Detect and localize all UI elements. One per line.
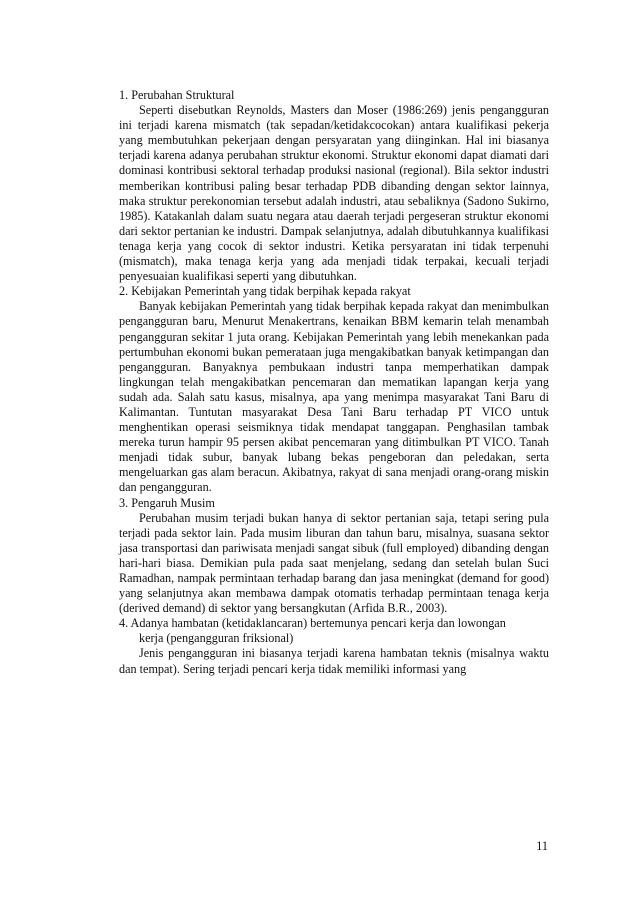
section-paragraph-3: Perubahan musim terjadi bukan hanya di sektor pertanian saja, tetapi sering pula terjadi pada sektor lain. Pada musim liburan dan tahun baru, misalnya, suasana sektor jasa transportasi dan pariwisata menjadi sangat sibuk (full employed) dibanding dengan hari-hari biasa. Demikian pula pada saat menjelang, sedang dan setelah bulan Suci Ramadhan, nampak permintaan terhadap barang dan jasa meningkat (demand for good) yang selanjutnya akan membawa dampak otomatis terhadap permintaan tenaga kerja (derived demand) di sektor yang bersangkutan (Arfida B.R., 2003). [119, 510, 549, 616]
section-heading-2: 2. Kebijakan Pemerintah yang tidak berpihak kepada rakyat [119, 284, 411, 299]
section-heading-1: 1. Perubahan Struktural [119, 88, 235, 102]
section-paragraph-2: Banyak kebijakan Pemerintah yang tidak berpihak kepada rakyat dan menimbulkan pengangguran baru, Menurut Menakertrans, kenaikan BBM kemarin telah menambah pengangguran sekitar 1 juta orang. Kebijakan Pemerintah yang lebih menekankan pada pertumbuhan ekonomi bukan pemerataan juga mengakibatkan banyak ketimpangan dan pengangguran. Banyaknya pembukaan industri tanpa memperhatikan dampak lingkungan telah mengakibatkan pencemaran dan mematikan lapangan kerja yang sudah ada. Salah satu kasus, misalnya, apa yang menimpa masyarakat Tani Baru di Kalimantan. Tuntutan masyarakat Desa Tani Baru terhadap PT VICO untuk menghentikan operasi seismiknya tidak mendapat tanggapan. Penghasilan tambak mereka turun hampir 95 persen akibat pencemaran yang ditimbulkan PT VICO. Tanah menjadi tidak subur, banyak lubang bekas pengeboran dan peledakan, serta mengeluarkan gas alam beracun. Akibatnya, rakyat di sana menjadi orang-orang miskin dan pengangguran. [119, 299, 549, 495]
page-number: 11 [536, 839, 548, 853]
document-body [119, 88, 549, 677]
section-heading-4-continuation: kerja (pengangguran friksional) [139, 631, 294, 646]
section-paragraph-1: Seperti disebutkan Reynolds, Masters dan Moser (1986:269) jenis pengangguran ini terjadi karena mismatch (tak sepadan/ketidakcocokan) antara kualifikasi pekerja yang membutuhkan pekerjaan dengan persyaratan yang diinginkan. Hal ini biasanya terjadi karena adanya perubahan struktur ekonomi. Struktur ekonomi dapat diamati dari dominasi kontribusi sektoral terhadap produksi nasional (regional). Bila sektor industri memberikan kontribusi paling besar terhadap PDB dibanding dengan sektor lainnya, maka struktur perekonomian tersebut adalah industri, atau sebaliknya (Sadono Sukirno, 1985). Katakanlah dalam suatu negara atau daerah terjadi pergeseran struktur ekonomi dari sektor pertanian ke industri. Dampak selanjutnya, adalah dibutuhkannya kualifikasi tenaga kerja yang cocok di sektor industri. Ketika persyaratan ini tidak terpenuhi (mismatch), maka tenaga kerja yang ada menjadi tidak terpakai, kecuali terjadi penyesuaian kualifikasi seperti yang dibutuhkan. [119, 103, 549, 284]
section-paragraph-4: Jenis pengangguran ini biasanya terjadi karena hambatan teknis (misalnya waktu dan tempat). Sering terjadi pencari kerja tidak memiliki informasi yang [119, 646, 549, 676]
section-heading-3: 3. Pengaruh Musim [119, 495, 215, 510]
section-heading-4: 4. Adanya hambatan (ketidaklancaran) bertemunya pencari kerja dan lowongan [119, 616, 506, 631]
